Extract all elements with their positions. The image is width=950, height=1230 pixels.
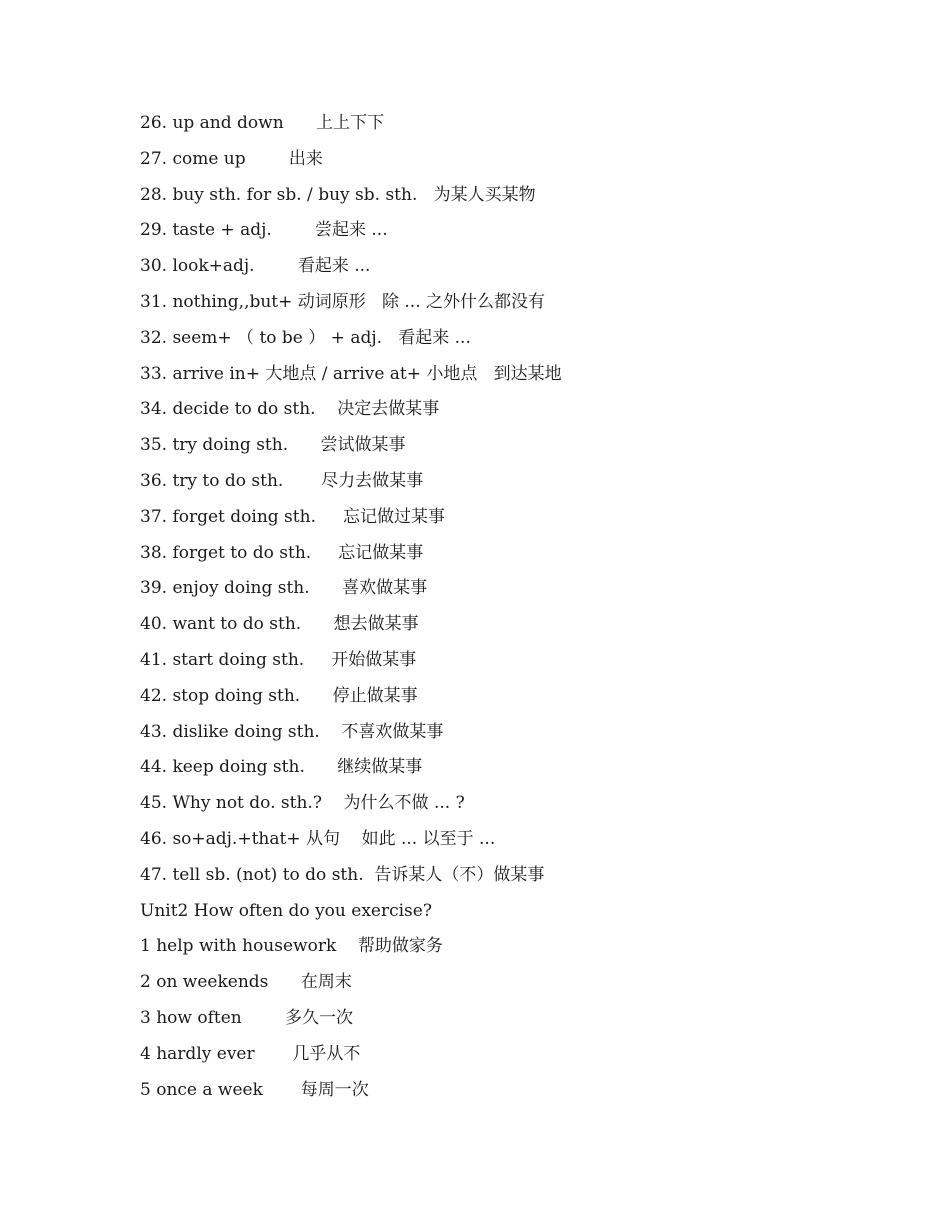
list-item: 45. Why not do. sth.? 为什么不做 ... ? bbox=[140, 793, 465, 814]
list-item: 47. tell sb. (not) to do sth. 告诉某人（不）做某事 bbox=[140, 864, 545, 885]
vocabulary-list bbox=[140, 106, 900, 1108]
list-item: 43. dislike doing sth. 不喜欢做某事 bbox=[140, 721, 444, 742]
list-item: 26. up and down 上上下下 bbox=[140, 113, 385, 133]
list-item: 35. try doing sth. 尝试做某事 bbox=[140, 435, 406, 456]
list-item: 32. seem+ （ to be ） + adj. 看起来 ... bbox=[140, 327, 471, 348]
list-item: 4 hardly ever 几乎从不 bbox=[140, 1043, 361, 1064]
list-item: 3 how often 多久一次 bbox=[140, 1007, 353, 1028]
list-item: 46. so+adj.+that+ 从句 如此 ... 以至于 ... bbox=[140, 828, 496, 849]
list-item: 33. arrive in+ 大地点 / arrive at+ 小地点 到达某地 bbox=[140, 363, 562, 384]
list-item: 29. taste + adj. 尝起来 ... bbox=[140, 220, 388, 241]
list-item: 40. want to do sth. 想去做某事 bbox=[140, 614, 419, 635]
list-item: 27. come up 出来 bbox=[140, 148, 323, 169]
list-item: 28. buy sth. for sb. / buy sb. sth. 为某人买某物 bbox=[140, 184, 536, 205]
list-item: 31. nothing,,but+ 动词原形 除 ... 之外什么都没有 bbox=[140, 291, 546, 312]
list-item: 30. look+adj. 看起来 ... bbox=[140, 256, 371, 277]
list-item: 44. keep doing sth. 继续做某事 bbox=[140, 757, 423, 778]
list-item: 34. decide to do sth. 决定去做某事 bbox=[140, 399, 440, 420]
list-item: 38. forget to do sth. 忘记做某事 bbox=[140, 542, 424, 563]
list-item: 37. forget doing sth. 忘记做过某事 bbox=[140, 506, 445, 527]
list-item: 5 once a week 每周一次 bbox=[140, 1079, 369, 1100]
list-item: 42. stop doing sth. 停止做某事 bbox=[140, 685, 418, 706]
list-item: 39. enjoy doing sth. 喜欢做某事 bbox=[140, 578, 428, 599]
list-item: 2 on weekends 在周末 bbox=[140, 972, 352, 993]
list-item: 1 help with housework 帮助做家务 bbox=[140, 936, 443, 957]
list-item: 36. try to do sth. 尽力去做某事 bbox=[140, 470, 424, 491]
section-heading: Unit2 How often do you exercise? bbox=[140, 900, 432, 921]
list-item: 41. start doing sth. 开始做某事 bbox=[140, 649, 417, 670]
